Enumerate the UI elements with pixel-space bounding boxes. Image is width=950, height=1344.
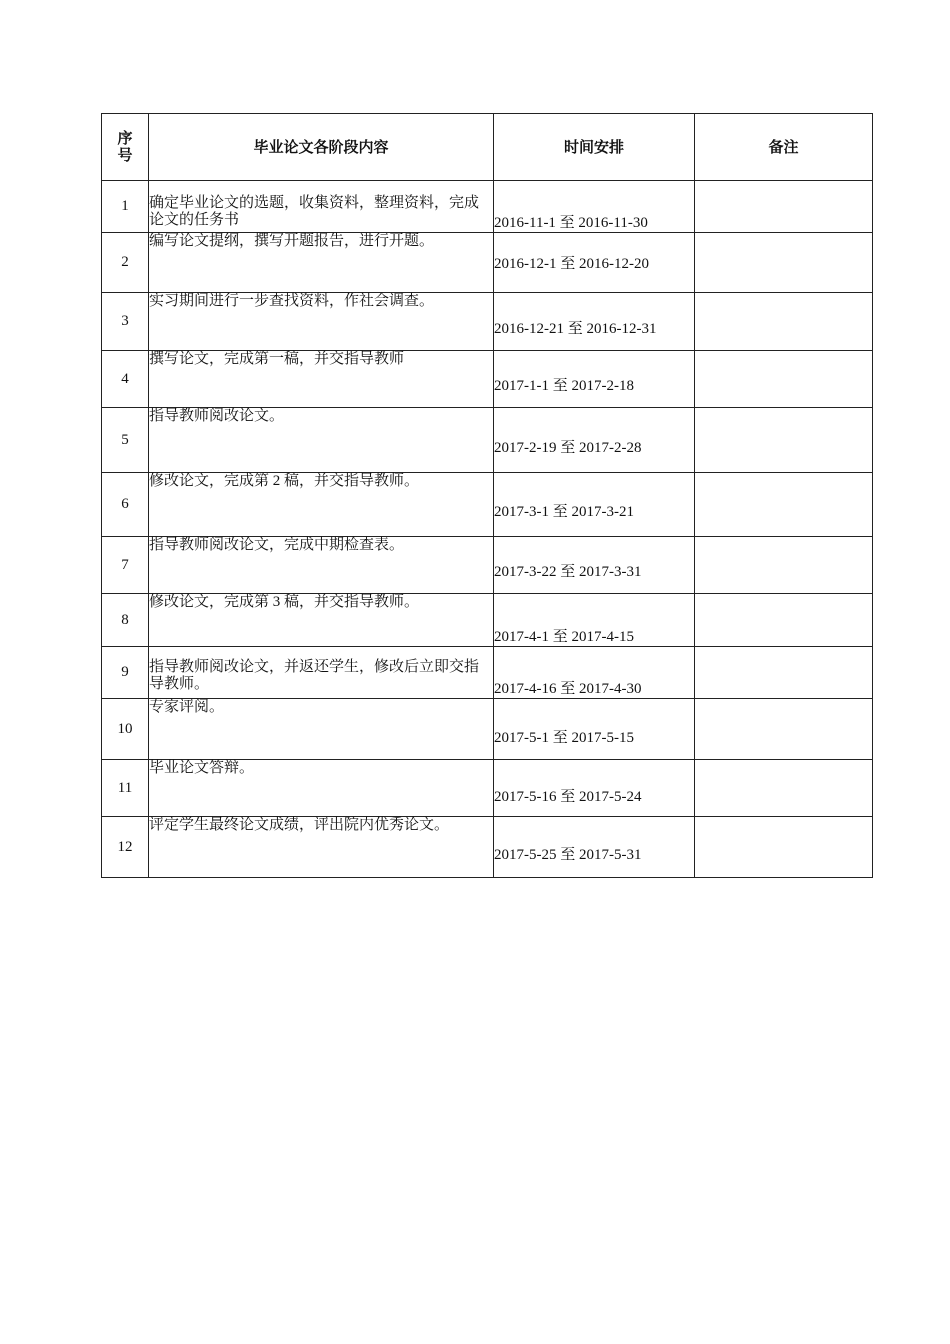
row-note — [695, 537, 873, 594]
row-time: 2016-11-1 至 2016-11-30 — [494, 181, 695, 233]
header-note: 备注 — [695, 114, 873, 181]
table-row — [102, 473, 873, 537]
table-header-row — [102, 114, 873, 181]
table-row — [102, 233, 873, 293]
row-seq: 11 — [102, 760, 149, 817]
row-seq: 9 — [102, 647, 149, 699]
row-note — [695, 408, 873, 473]
row-note — [695, 760, 873, 817]
row-time: 2017-3-1 至 2017-3-21 — [494, 473, 695, 537]
row-seq: 10 — [102, 699, 149, 760]
row-content: 评定学生最终论文成绩，评出院内优秀论文。 — [149, 817, 494, 878]
row-content: 指导教师阅改论文，完成中期检查表。 — [149, 537, 494, 594]
row-time: 2017-4-1 至 2017-4-15 — [494, 594, 695, 647]
row-note — [695, 699, 873, 760]
row-seq: 2 — [102, 233, 149, 293]
row-note — [695, 293, 873, 351]
row-seq: 4 — [102, 351, 149, 408]
row-seq: 7 — [102, 537, 149, 594]
row-content: 修改论文，完成第 2 稿，并交指导教师。 — [149, 473, 494, 537]
row-note — [695, 647, 873, 699]
table-row — [102, 699, 873, 760]
row-time: 2017-5-1 至 2017-5-15 — [494, 699, 695, 760]
row-note — [695, 473, 873, 537]
row-note — [695, 594, 873, 647]
row-note — [695, 817, 873, 878]
row-content: 编写论文提纲，撰写开题报告，进行开题。 — [149, 233, 494, 293]
row-content: 修改论文，完成第 3 稿，并交指导教师。 — [149, 594, 494, 647]
row-note — [695, 181, 873, 233]
row-seq: 8 — [102, 594, 149, 647]
table-row — [102, 537, 873, 594]
header-content: 毕业论文各阶段内容 — [149, 114, 494, 181]
row-time: 2017-5-16 至 2017-5-24 — [494, 760, 695, 817]
row-time: 2017-4-16 至 2017-4-30 — [494, 647, 695, 699]
table-row — [102, 647, 873, 699]
schedule-table — [101, 113, 873, 878]
table-row — [102, 817, 873, 878]
row-content: 毕业论文答辩。 — [149, 760, 494, 817]
row-time: 2017-5-25 至 2017-5-31 — [494, 817, 695, 878]
row-content: 专家评阅。 — [149, 699, 494, 760]
row-content: 实习期间进行一步查找资料，作社会调查。 — [149, 293, 494, 351]
row-content: 确定毕业论文的选题，收集资料，整理资料，完成论文的任务书 — [149, 181, 494, 233]
table-row — [102, 594, 873, 647]
row-time: 2017-1-1 至 2017-2-18 — [494, 351, 695, 408]
row-seq: 5 — [102, 408, 149, 473]
table-row — [102, 760, 873, 817]
header-seq: 序号 — [102, 114, 149, 181]
row-time: 2017-2-19 至 2017-2-28 — [494, 408, 695, 473]
row-seq: 3 — [102, 293, 149, 351]
row-seq: 1 — [102, 181, 149, 233]
row-time: 2016-12-21 至 2016-12-31 — [494, 293, 695, 351]
row-note — [695, 233, 873, 293]
row-time: 2016-12-1 至 2016-12-20 — [494, 233, 695, 293]
row-time: 2017-3-22 至 2017-3-31 — [494, 537, 695, 594]
row-content: 指导教师阅改论文，并返还学生，修改后立即交指导教师。 — [149, 647, 494, 699]
table-row — [102, 181, 873, 233]
row-content: 指导教师阅改论文。 — [149, 408, 494, 473]
header-time: 时间安排 — [494, 114, 695, 181]
table-row — [102, 351, 873, 408]
row-seq: 12 — [102, 817, 149, 878]
row-note — [695, 351, 873, 408]
table-row — [102, 408, 873, 473]
row-content: 撰写论文，完成第一稿，并交指导教师 — [149, 351, 494, 408]
row-seq: 6 — [102, 473, 149, 537]
table-row — [102, 293, 873, 351]
